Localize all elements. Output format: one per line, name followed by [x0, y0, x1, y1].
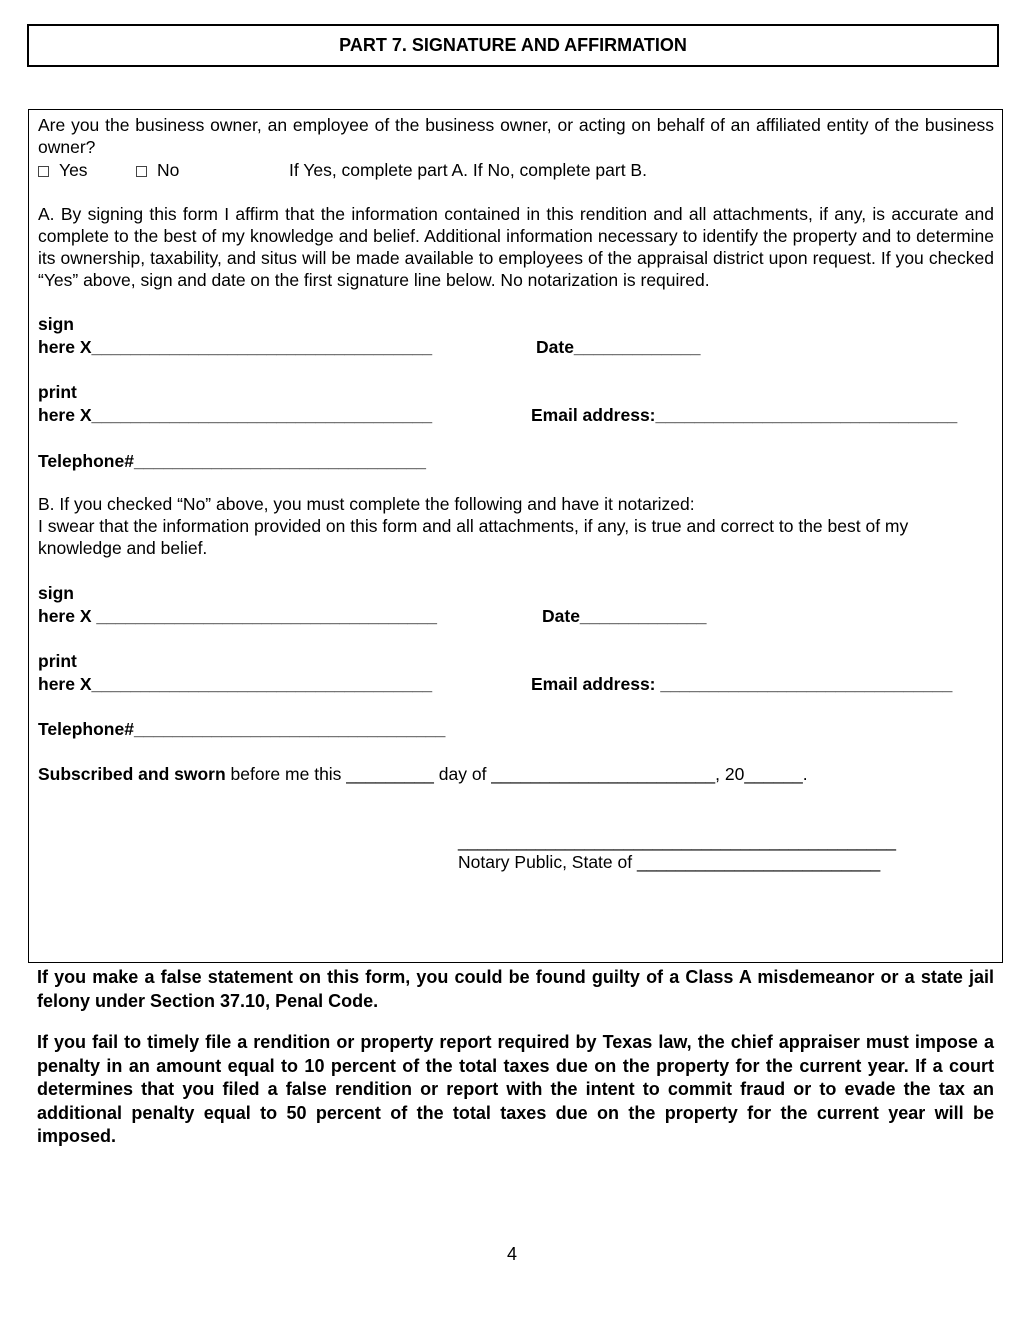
notary-signature-line[interactable]: _____________________________________________	[458, 831, 896, 851]
part-b-sign-label: sign	[38, 583, 74, 603]
no-checkbox[interactable]	[136, 166, 147, 177]
owner-question: Are you the business owner, an employee of the business owner, or acting on behalf of an affiliated entity of the business owner?	[38, 115, 994, 157]
no-label: No	[157, 160, 180, 180]
subscribed-sworn-line[interactable]	[38, 763, 808, 785]
part-b-telephone-field[interactable]: Telephone#________________________________	[38, 719, 446, 739]
part-instruction: If Yes, complete part A. If No, complete part B.	[289, 160, 647, 180]
part-a-print-line[interactable]: here X___________________________________	[38, 405, 433, 425]
part-a-telephone-field[interactable]: Telephone#______________________________	[38, 451, 426, 471]
part-b-instruction: B. If you checked “No” above, you must complete the following and have it notarized:	[38, 494, 695, 514]
false-statement-warning: If you make a false statement on this form, you could be found guilty of a Class A misdemeanor or a state jail felony under Section 37.10, Penal Code.	[37, 967, 994, 1011]
notary-state-field[interactable]: Notary Public, State of _________________________	[458, 852, 881, 872]
part-a-affirmation: A. By signing this form I affirm that the information contained in this rendition and all attachments, if any, is accurate and complete to the best of my knowledge and belief. Additional information necessary to identify the property and to determine its ownership, taxability, and situs will be made available to employees of the appraisal district upon request. If you checked “Yes” above, sign and date on the first signature line below. No notarization is required.	[38, 204, 994, 290]
page-number: 4	[506, 1244, 517, 1264]
section-title: PART 7. SIGNATURE AND AFFIRMATION	[27, 24, 999, 67]
part-b-print-line[interactable]: here X___________________________________	[38, 674, 433, 694]
yes-checkbox[interactable]	[38, 166, 49, 177]
part-b-print-label: print	[38, 651, 77, 671]
subscribed-sworn-label: Subscribed and sworn	[38, 764, 226, 784]
part-b-date-field[interactable]: Date_____________	[542, 606, 707, 626]
yes-option[interactable]	[38, 159, 88, 181]
subscribed-sworn-text: before me this _________ day of _______________________, 20______.	[225, 764, 808, 784]
part-b-email-field[interactable]: Email address: ______________________________	[531, 674, 953, 694]
part-a-sign-label: sign	[38, 314, 74, 334]
part-b-oath: I swear that the information provided on this form and all attachments, if any, is true and correct to the best of my knowledge and belief.	[38, 516, 909, 558]
yes-label: Yes	[59, 160, 88, 180]
part-a-date-field[interactable]: Date_____________	[536, 337, 701, 357]
penalty-warning: If you fail to timely file a rendition or property report required by Texas law, the chief appraiser must impose a penalty in an amount equal to 10 percent of the total taxes due on the property for the current year. If a court determines that you filed a false rendition or report with the intent to commit fraud or to evade the tax an additional penalty equal to 50 percent of the total taxes due on the property for the current year will be imposed.	[37, 1032, 994, 1146]
part-b-signature-line[interactable]: here X ___________________________________	[38, 606, 438, 626]
part-a-print-label: print	[38, 382, 77, 402]
part-a-signature-line[interactable]: here X___________________________________	[38, 337, 433, 357]
part-a-email-field[interactable]: Email address:_______________________________	[531, 405, 958, 425]
no-option[interactable]	[136, 159, 179, 181]
